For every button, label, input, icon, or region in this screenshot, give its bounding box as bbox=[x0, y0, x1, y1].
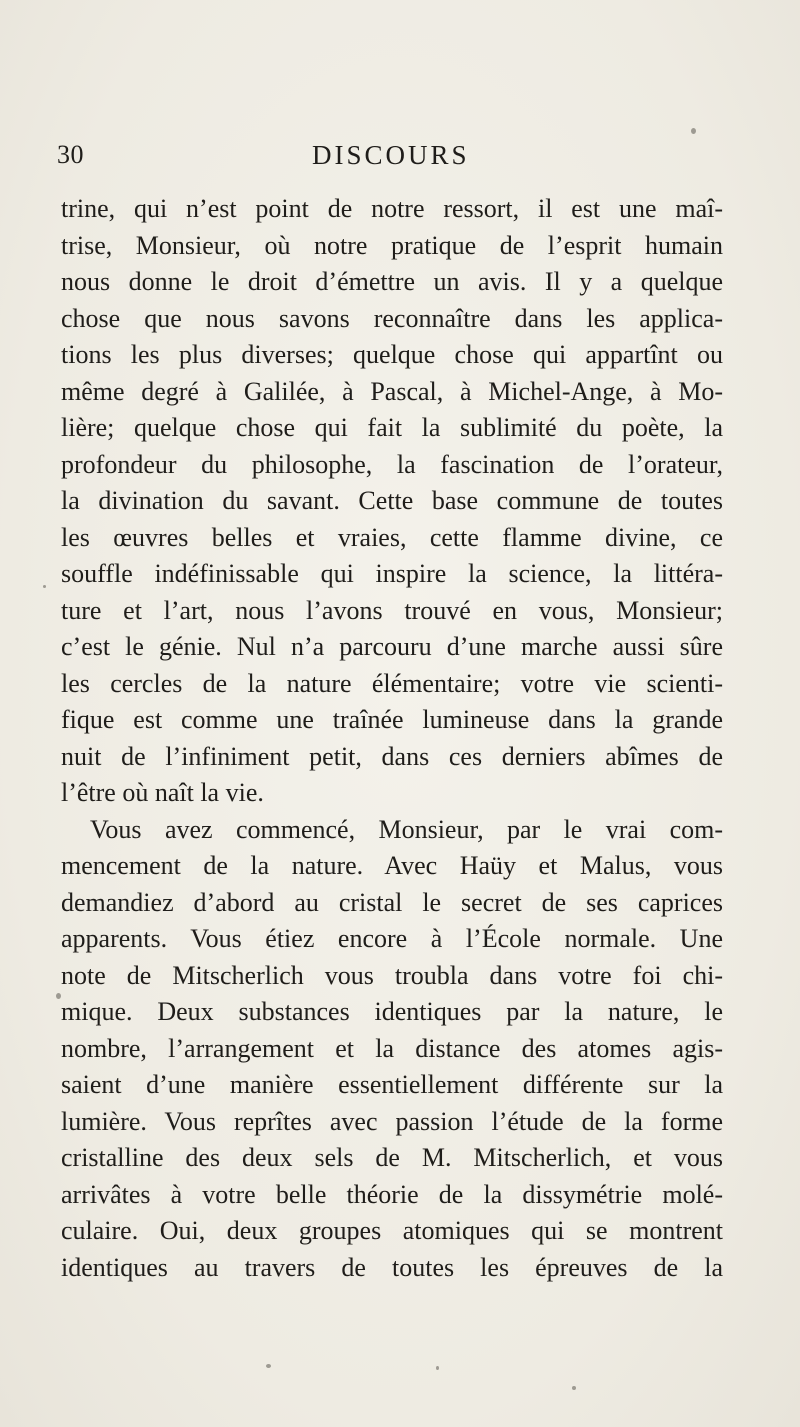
text-line: nous donne le droit d’émettre un avis. Il y a quelque bbox=[61, 267, 723, 296]
text-line: mencement de la nature. Avec Haüy et Malus, vous bbox=[61, 851, 723, 880]
running-title: DISCOURS bbox=[312, 140, 470, 170]
text-line: nombre, l’arrangement et la distance des atomes agis- bbox=[61, 1033, 723, 1063]
print-speck bbox=[56, 993, 61, 999]
text-line: arrivâtes à votre belle théorie de la dissymétrie molé- bbox=[61, 1179, 723, 1209]
body-text bbox=[61, 191, 723, 1286]
text-line: fique est comme une traînée lumineuse dans la grande bbox=[61, 705, 723, 734]
print-speck bbox=[43, 585, 46, 588]
text-line: trise, Monsieur, où notre pratique de l’esprit humain bbox=[61, 230, 723, 260]
print-speck bbox=[266, 1364, 271, 1368]
text-line: tions les plus diverses; quelque chose qui appartînt ou bbox=[61, 340, 723, 369]
text-line: profondeur du philosophe, la fascination de l’orateur, bbox=[61, 449, 723, 479]
text-line: souffle indéfinissable qui inspire la science, la littéra- bbox=[61, 559, 723, 588]
text-line: nuit de l’infiniment petit, dans ces derniers abîmes de bbox=[61, 741, 723, 771]
text-line: lière; quelque chose qui fait la sublimité du poète, la bbox=[61, 413, 723, 442]
text-line: la divination du savant. Cette base commune de toutes bbox=[61, 486, 723, 515]
text-line: Vous avez commencé, Monsieur, par le vrai com- bbox=[90, 814, 723, 844]
text-line: note de Mitscherlich vous troubla dans votre foi chi- bbox=[61, 960, 723, 990]
page-header bbox=[57, 140, 697, 180]
text-line: les œuvres belles et vraies, cette flamme divine, ce bbox=[61, 522, 723, 552]
text-line: mique. Deux substances identiques par la nature, le bbox=[61, 997, 723, 1026]
text-line: demandiez d’abord au cristal le secret de ses caprices bbox=[61, 887, 723, 917]
text-line: les cercles de la nature élémentaire; votre vie scienti- bbox=[61, 668, 723, 698]
text-line: saient d’une manière essentiellement différente sur la bbox=[61, 1070, 723, 1099]
print-speck bbox=[691, 128, 696, 134]
print-speck bbox=[572, 1386, 576, 1390]
text-line: lumière. Vous reprîtes avec passion l’étude de la forme bbox=[61, 1106, 723, 1136]
text-line: identiques au travers de toutes les épreuves de la bbox=[61, 1252, 723, 1282]
text-line: l’être où naît la vie. bbox=[61, 778, 264, 807]
text-line: même degré à Galilée, à Pascal, à Michel-Ange, à Mo- bbox=[61, 376, 723, 406]
text-line: chose que nous savons reconnaître dans les applica- bbox=[61, 303, 723, 333]
text-line: c’est le génie. Nul n’a parcouru d’une marche aussi sûre bbox=[61, 632, 723, 661]
text-line: cristalline des deux sels de M. Mitscherlich, et vous bbox=[61, 1143, 723, 1172]
text-line: culaire. Oui, deux groupes atomiques qui se montrent bbox=[61, 1216, 723, 1245]
paragraph-2 bbox=[61, 812, 723, 1287]
paragraph-1 bbox=[61, 191, 723, 812]
page-number: 30 bbox=[57, 140, 84, 169]
print-speck bbox=[436, 1366, 439, 1370]
text-line: ture et l’art, nous l’avons trouvé en vous, Monsieur; bbox=[61, 595, 723, 625]
text-line: apparents. Vous étiez encore à l’École normale. Une bbox=[61, 924, 723, 953]
text-line: trine, qui n’est point de notre ressort, il est une maî- bbox=[61, 194, 723, 223]
